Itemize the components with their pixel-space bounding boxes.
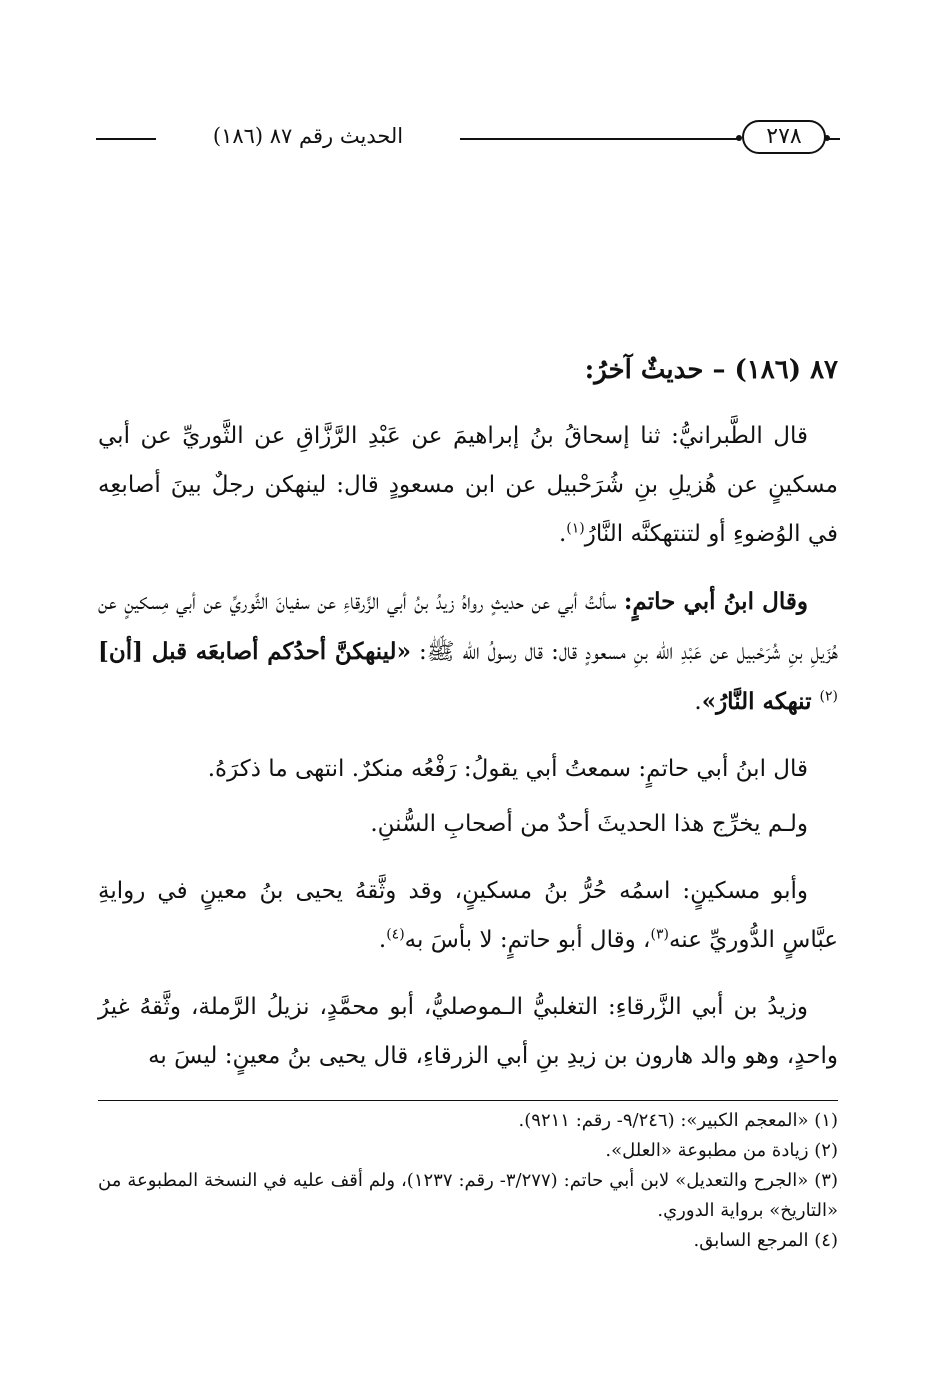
paragraph-end: . <box>694 689 702 715</box>
paragraph-text: وأبو مسكينٍ: اسمُه حُرُّ بنُ مسكينٍ، وقد وثَّقهُ يحيى بنُ معينٍ في روايةِ عبَّاسٍ الدُّوريِّ عنه <box>98 878 838 953</box>
paragraph-tabarani <box>98 412 838 559</box>
running-title: الحديث رقم ٨٧ (١٨٦) <box>212 124 404 148</box>
header-rule-right <box>828 138 840 140</box>
footnote-4: (٤) المرجع السابق. <box>693 1230 838 1251</box>
paragraph-text: ، وقال أبو حاتمٍ: لا بأسَ به <box>404 927 651 953</box>
header-rule-left <box>96 138 156 140</box>
footnote-ref: (٤) <box>386 926 405 943</box>
footnote-3: (٣) «الجرح والتعديل» لابن أبي حاتم: (٣/٢٧٧- رقم: ١٢٣٧)، ولم أقف عليه في النسخة المطبوعة من «التاريخ» برواية الدوري. <box>98 1170 838 1221</box>
paragraph-verdict: قال ابنُ أبي حاتمٍ: سمعتُ أبي يقولُ: رَفْعُه منكرٌ. انتهى ما ذكرَهُ. <box>207 756 808 782</box>
paragraph-zayd: وزيدُ بن أبي الزَّرقاءِ: التغلبيُّ الـموصليُّ، أبو محمَّدٍ، نزيلُ الرَّملة، وثَّقهُ غيرُ واحدٍ، وهو والد هارون بن زيدِ بنِ أبي الزرقاءِ، قال يحيى بنُ معينٍ: ليسَ به <box>98 994 838 1069</box>
hadith-quote: «لينهكنَّ أحدُكم أصابعَه قبل [أن] <box>98 638 411 665</box>
footnote-separator <box>98 1100 838 1101</box>
footnote-2: (٢) زيادة من مطبوعة «العلل». <box>605 1140 838 1161</box>
paragraph-text: قال الطَّبرانيُّ: ثنا إسحاقُ بنُ إبراهيمَ عن عَبْدِ الرَّزَّاقِ عن الثَّوريِّ عن أبي مسكينٍ عن هُزيلِ بنِ شُرَحْبيل عن ابن مسعودٍ قال: لينهكن رجلٌ بينَ أصابعِه في الوُضوءِ أو لتنتهكنَّه النَّارُ <box>98 423 838 547</box>
header-rule-middle <box>460 138 738 140</box>
paragraph-end: . <box>378 927 387 953</box>
paragraph-abu-miskin <box>98 867 838 965</box>
footnotes <box>98 1106 838 1256</box>
paragraph-end: . <box>558 521 567 547</box>
hadith-heading: ٨٧ (١٨٦) – حديثٌ آخرُ: <box>584 355 838 385</box>
footnote-ref: (٣) <box>650 926 669 943</box>
paragraph-ibn-abi-hatim <box>98 577 838 727</box>
paragraph-lead: وقال ابنُ أبي حاتمٍ: <box>623 588 808 615</box>
main-text <box>98 348 838 1099</box>
footnote-ref: (١) <box>566 520 585 537</box>
hadith-quote-end: تنهكه النَّارُ» <box>701 688 820 715</box>
paragraph-takhrij: ولـم يخرِّج هذا الحديثَ أحدٌ من أصحابِ السُّننِ. <box>370 811 808 837</box>
paragraph-text: سألتُ أبي عن حديثٍ رواهُ زيدُ بنُ أبي الزَّرقاءِ عن سفيانَ الثَّوريِّ عن أبي مِسكينٍ عن هُزَيلِ بنِ شُرَحْبيل عن عَبْدِ الله بنِ مسعودٍ قال: قال رسولُ الله ﷺ: <box>98 589 839 665</box>
page-number: ٢٧٨ <box>742 120 826 154</box>
footnote-1: (١) «المعجم الكبير»: (٩/٢٤٦- رقم: ٩٢١١). <box>518 1110 838 1131</box>
running-header <box>96 118 840 158</box>
footnote-ref: (٢) <box>819 688 838 705</box>
